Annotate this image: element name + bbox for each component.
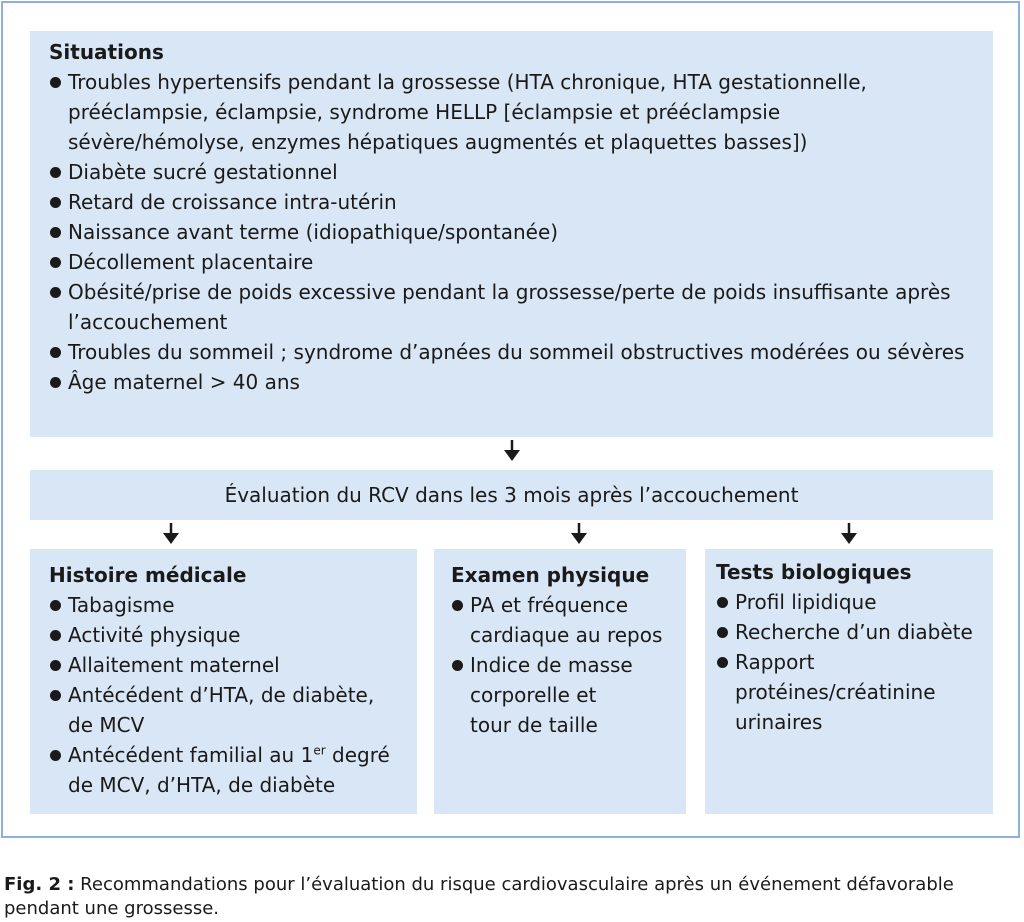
- situation-item: Âge maternel > 40 ans: [49, 367, 973, 397]
- tests-list: [716, 587, 985, 737]
- examen-list: [451, 590, 678, 740]
- situation-item: Troubles hypertensifs pendant la grossesse (HTA chronique, HTA gestationnelle, prééclampsie, éclampsie, syndrome HELLP [éclampsie et prééclampsie sévère/hémolyse, enzymes hépatiques augmentés et plaquettes basses]): [49, 67, 973, 157]
- situations-title: Situations: [49, 40, 164, 64]
- examen-title: Examen physique: [451, 563, 650, 587]
- situation-item: Obésité/prise de poids excessive pendant la grossesse/perte de poids insuffisante après l’accouchement: [49, 277, 973, 337]
- histoire-item: Tabagisme: [49, 590, 407, 620]
- figure-caption: [4, 873, 1020, 921]
- situation-item: Retard de croissance intra-utérin: [49, 187, 973, 217]
- situation-item: Troubles du sommeil ; syndrome d’apnées du sommeil obstructives modérées ou sévères: [49, 337, 973, 367]
- tests-biologiques-box: [705, 549, 993, 814]
- arrow-down-icon: [162, 523, 180, 545]
- arrow-down-icon: [570, 523, 588, 545]
- familial-superscript: er: [313, 743, 326, 758]
- histoire-medicale-box: [30, 549, 417, 814]
- familial-text-end: degré de MCV, d’HTA, de diabète: [68, 743, 390, 797]
- tests-title: Tests biologiques: [716, 560, 912, 584]
- histoire-item-familial: [49, 740, 407, 800]
- arrow-down-icon: [840, 523, 858, 545]
- arrow-down-icon: [503, 440, 521, 462]
- tests-item: Recherche d’un diabète: [716, 617, 985, 647]
- caption-text: Recommandations pour l’évaluation du risque cardiovasculaire après un événement défavorable pendant une grossesse.: [4, 874, 954, 919]
- rcv-evaluation-box: [30, 470, 993, 520]
- situation-item: Naissance avant terme (idiopathique/spontanée): [49, 217, 973, 247]
- examen-item: PA et fréquence cardiaque au repos: [451, 590, 678, 650]
- situations-box: [30, 31, 993, 437]
- situation-item: Diabète sucré gestationnel: [49, 157, 973, 187]
- familial-text-start: Antécédent familial au 1: [68, 743, 314, 767]
- histoire-list: [49, 590, 407, 800]
- histoire-item: Antécédent d’HTA, de diabète, de MCV: [49, 680, 407, 740]
- situations-list: [49, 67, 973, 397]
- tests-item: Rapport protéines/créatinine urinaires: [716, 647, 985, 737]
- histoire-title: Histoire médicale: [49, 563, 247, 587]
- caption-label: Fig. 2 :: [4, 874, 75, 895]
- rcv-evaluation-label: Évaluation du RCV dans les 3 mois après l’accouchement: [224, 483, 799, 507]
- tests-item: Profil lipidique: [716, 587, 985, 617]
- examen-item: Indice de masse corporelle et tour de taille: [451, 650, 678, 740]
- situation-item: Décollement placentaire: [49, 247, 973, 277]
- examen-physique-box: [434, 549, 686, 814]
- histoire-item: Allaitement maternel: [49, 650, 407, 680]
- histoire-item: Activité physique: [49, 620, 407, 650]
